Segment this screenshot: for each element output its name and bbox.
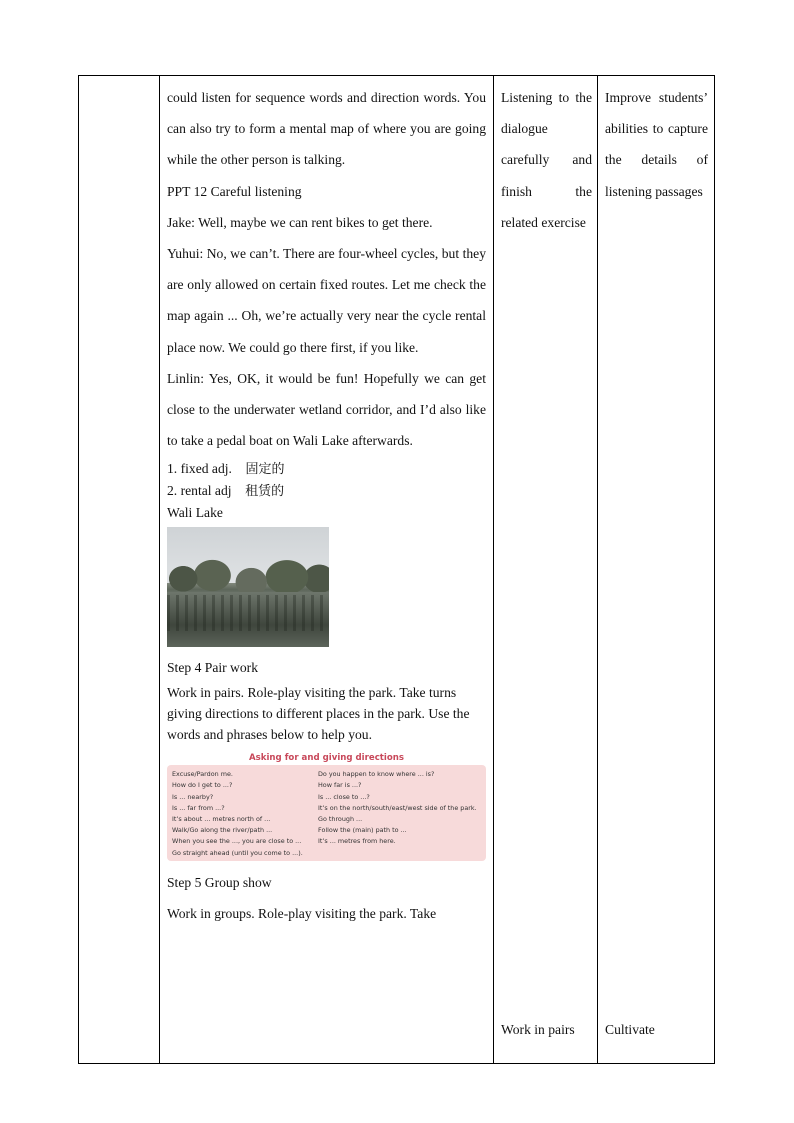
- phrase-item: Is ... close to ...?: [318, 792, 370, 801]
- wali-lake-photo: [167, 527, 329, 647]
- phrase-item: It’s on the north/south/east/west side of the park.: [318, 803, 477, 812]
- vocab-item: 2. rental adj 租赁的: [167, 483, 285, 500]
- phrase-item: Excuse/Pardon me.: [172, 770, 233, 779]
- phrase-list-right: [318, 769, 481, 857]
- purpose-text-2: Cultivate: [605, 1022, 655, 1037]
- step5-text: Work in groups. Role-play visiting the park. Take: [167, 906, 437, 922]
- phrase-list-left: [172, 769, 318, 857]
- intro-text: could listen for sequence words and direction words. You can also try to form a mental map of where you are going while the other person is talking.: [167, 90, 486, 168]
- step4-title: Step 4 Pair work: [167, 660, 258, 676]
- activity-text: Listening to the dialogue carefully and finish the related exercise: [501, 90, 592, 230]
- phrase-item: How do I get to ...?: [172, 781, 233, 790]
- purpose-cell: [598, 76, 716, 1063]
- phrase-item: Is ... far from ...?: [172, 803, 225, 812]
- lesson-table: [78, 75, 715, 1064]
- step5-title: Step 5 Group show: [167, 875, 272, 891]
- phrase-item: Is ... nearby?: [172, 792, 214, 801]
- phrase-item: It’s ... metres from here.: [318, 837, 396, 846]
- phrase-item: It’s about ... metres north of ...: [172, 815, 271, 824]
- dialogue-linlin: Linlin: Yes, OK, it would be fun! Hopefully we can get close to the underwater wetland corridor, and I’d also like to take a pedal boat on Wali Lake afterwards.: [167, 370, 486, 449]
- purpose-text: Improve students’ abilities to capture the details of listening passages: [605, 90, 708, 199]
- step4-text: Work in pairs. Role-play visiting the park. Take turns giving directions to different places in the park. Use the words and phrases below to help you.: [167, 685, 470, 742]
- vocab-item: 1. fixed adj. 固定的: [167, 461, 285, 478]
- phrase-item: How far is ...?: [318, 781, 362, 790]
- dialogue-jake: Jake: Well, maybe we can rent bikes to get there.: [167, 214, 433, 230]
- phrase-item: Go straight ahead (until you come to ...).: [172, 848, 303, 857]
- phrase-item: Go through ...: [318, 815, 363, 824]
- content-cell: [160, 76, 494, 1063]
- ppt-heading: PPT 12 Careful listening: [167, 183, 302, 199]
- dialogue-yuhui: Yuhui: No, we can’t. There are four-wheel cycles, but they are only allowed on certain fixed routes. Let me check the map again ... Oh, we’re actually very near the cycle rental place now. We could go there first, if you like.: [167, 246, 486, 355]
- phrase-item: Follow the (main) path to ...: [318, 826, 407, 835]
- activity-text-2: Work in pairs: [501, 1022, 575, 1037]
- phrase-box-title: Asking for and giving directions: [249, 753, 404, 764]
- activity-cell: [494, 76, 598, 1063]
- phrase-item: Walk/Go along the river/path ...: [172, 826, 273, 835]
- directions-phrase-box: [167, 751, 486, 861]
- phrase-item: When you see the ..., you are close to ...: [172, 837, 302, 846]
- phrase-item: Do you happen to know where ... is?: [318, 770, 435, 779]
- place-label: Wali Lake: [167, 505, 223, 521]
